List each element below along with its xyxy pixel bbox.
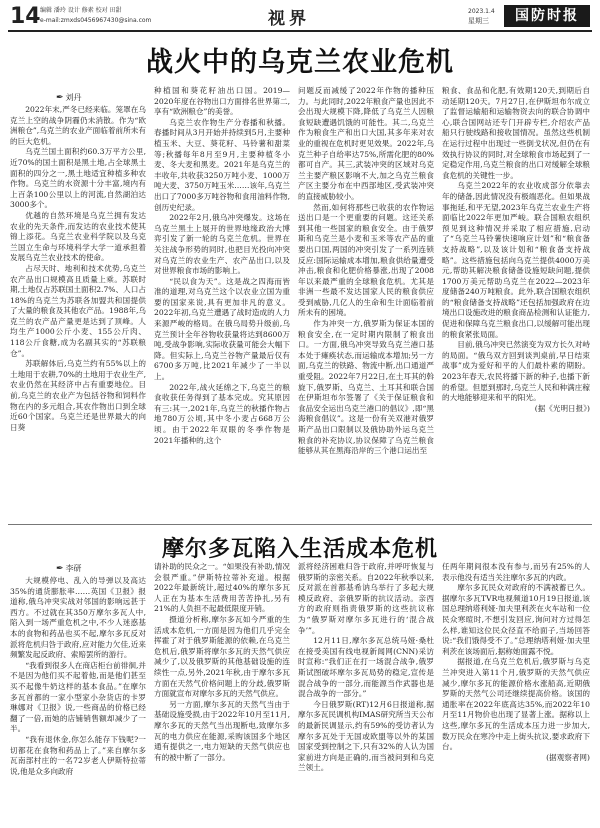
paragraph: 今日俄罗斯(RT)12月6日报道称,据摩尔多瓦民调机构IMAS研究所当天公布的最新民调显示,约有59%的受访者认为摩尔多瓦处于无国或欧盟等以外的某国国家受到控制之下,只有32%的人认为国家前进方向是正确的,而当被问到和乌克兰领土。 — [298, 699, 434, 773]
paragraph: 占尽天时、地利和技术优势,乌克兰农产品出口规模高且质量上乘。苏联时期,土地仅占苏联国土面积2.7%、人口占18%的乌克兰为苏联各加盟共和国提供了大量的粮食及其他农产品。1988年,乌克兰的农产品产量更是达到了顶峰。人均生产1000公斤小麦、155公斤肉、118公斤食糖,成为名副其实的“苏联粮仓”。 — [10, 263, 146, 358]
article1-byline — [56, 92, 82, 103]
editor-credits: 编辑 潘玲 设计 修素 校对 田甜 — [40, 7, 122, 14]
paragraph: “民以食为天”。这是战之四海而皆准的道理,对乌克兰这个以农业立国为重要的国家来说,具有更加非凡的意义。2022年初,乌克兰遭遇了战时造成的人力来源严峻的格局。在俄乌局势升级前,乌克兰预计全年谷物收获量将达到8600万吨,受战争影响,实际收获量可能会大幅下降。但实际上,乌克兰谷物产量最后仅有6700多万吨,比2021年减少了一半以上。 — [154, 276, 290, 382]
article1-column-4 — [442, 86, 590, 520]
article2-column-2 — [154, 562, 290, 824]
paragraph: 乌克兰2022年的农业收成部分依靠去年的储备,因此情况没有极端恶化。但如果战事拖延,和平无望,2023年乌克兰农业生产将面临比2022年更加严峻。联合国粮农组织预见到这种情况并采取了相应措施,启动了“乌克兰马铃薯快速响应计划”和“粮食备支持战略”,以及该计划和“粮食备支持战略”。这些措施包括向乌克兰提供4000万美元,帮助其解决粮食储备设施短缺问题,提供1700万美元帮助乌克兰在2022—2023年度储备240万吨粮食。此外,联合国粮农组织的“粮食储备支持战略”还包括加强政府在边境出口设施改进的粮食商品检测和认证能力,促进和保障乌克兰粮食出口,以缓解可能出现的粮食紧张局面。 — [442, 181, 590, 339]
paragraph: 作为冲突一方,俄罗斯为保证本国的粮食安全,在一定时期内限制了粮食出口。一方面,俄乌冲突导致乌克兰港口基本处于瘫痪状态,而运输成本增加;另一方面,乌克兰的铁路、物流中断,出口通道严重受阻。2022年7月22日,在土耳其的斡旋下,俄罗斯、乌克兰、土耳其和联合国在伊斯坦布尔签署了《关于保证粮食和食品安全运出乌克兰港口的倡议》,即“黑海粮食倡议”。这是一份有关双港对俄罗斯产品出口限制以及俄协助外运乌克兰粮食的补充协议,协议保障了乌克兰粮食能够从其在黑海沿岸的三个港口运出至 — [298, 319, 434, 456]
article2-byline — [56, 563, 82, 574]
pen-icon: ✒ — [56, 564, 64, 574]
paragraph: 请补助的民众之一。“如果没有补助,情况会很严重。”伊斯特拉蒂补充道。根据2022年最新统计,超过40%的摩尔多瓦人正在为基本生活费用苦苦挣扎,另有21%的人负担不起最低限度开销。 — [154, 562, 290, 614]
article1-column-2 — [154, 86, 290, 520]
article-divider — [8, 524, 592, 525]
issue-weekday: 星期三 — [468, 17, 489, 25]
article2-source: (据观察者网) — [546, 752, 590, 762]
article2-column-4 — [442, 562, 590, 824]
paragraph: 另一方面,摩尔多瓦的天然气当由于基础设施受损,由于2022年10月至11月,摩尔多瓦的天然气当出现断电,致摩尔多瓦的电力供应在能源,采购该国多个地区通有提供之一,电力短缺的天然气供应也有的被中断了一部分。 — [154, 699, 290, 762]
article2-column-3 — [298, 562, 434, 824]
paragraph: 2022年2月,俄乌冲突爆发。这场在乌克兰黑土上展开的世界地缘政治大博弈引发了新一轮的乌克兰危机。世界在关注战争形势的同时,也把目光投向冲突对乌克兰的农业生产、农产品出口,以及对世界粮食市场的影响上。 — [154, 213, 290, 276]
paragraph: 优越的自然环境是乌克兰拥有发达农业的先天条件,而发达的农业技术使其锦上添花。乌克兰农业科学院以及乌克兰国立生命与环境科学大学一道承担着发展乌克兰农业技术的使命。 — [10, 210, 146, 263]
page-header — [8, 4, 592, 30]
paragraph: 问题反而减缓了2022年作物的播种压力。与此同时,2022年粮食产量也因此不会出现大规模下降,降低了乌克兰人因粮食短缺遭遇饥饿的可能性。其二,乌克兰作为粮食生产和出口大国,其多年来对农业的重视在危机时更见效果。2022年,乌克兰种子自给率达75%,所需化肥的80%都可自产。其三,武装冲突的区域对乌克兰主要产粮区影响不大,加之乌克兰粮食产区主要分布在中西部地区,受武装冲突的直接威胁较小。 — [298, 86, 434, 201]
paragraph: 任两年期间很本没有参与,而另有25%的人表示他没有适当关注摩尔多瓦的内政。 — [442, 562, 590, 582]
article2-column-1 — [10, 576, 146, 824]
paragraph: 乌克兰农作物生产分春播和秋播。春播时间从3月开始并持续到5月,主要种植玉米、大豆、葵花籽、马铃薯和甜菜等;秋播每年8月至9月,主要种植冬小麦、冬大麦和黑麦。2021年是乌克兰的丰收年,共收获3250万吨小麦、1000万吨大麦、3750万吨玉米……该年,乌克兰出口了7000多万吨谷物和食用油料作物,创历史纪录。 — [154, 117, 290, 212]
paragraph: 摩尔多瓦民众对政府的不满被蓄已久。据摩尔多瓦TVR电视频道10月19日报道,该国总理纳塔利娅·加夫里利茨在火车站和一位民众寒暄时,不想引发回应,询问对方过得怎么样,谁知这位民众径直不给面子,当场回答说:“我们饿得受不了。”总理纳塔利娅·加夫里利茨在该场面后,据称她面露不悦。 — [442, 583, 590, 656]
paragraph: 目前,俄乌冲突已然演变为双方长久对峙的局面。“俄乌双方回到谈判桌前,早日结束战事”成为爱好和平的人们最朴素的期盼。2023年春天,农民将播下新的种子,也播下新的希望。但愿到那时,乌克兰人民和种满庄稼的大地能够迎来和平的阳光。 — [442, 340, 590, 403]
section-name: 视界 — [268, 9, 310, 29]
article1-author: 刘丹 — [65, 93, 82, 102]
paragraph: “我有退休金,你怎么能存下钱呢?一切都花在食物和药品上了。”来自摩尔多瓦南部村庄的一名72岁老人伊斯特拉蒂说,他是众多向政府 — [10, 734, 146, 776]
paragraph: 粮食、食品和化肥,有效期120天,到期后自动延期120天。7月27日,在伊斯坦布尔成立了监督运输船和运输物资去向的联合协调中心,联合国网站还专门开辟专栏,介绍农产品船只行驶线路和接收国情况。虽然这些机制在运行过程中出现过一些倒戈状况,但仍在有效执行协议的同时,对全球粮食市场起到了一定稳定作用,乌克兰粮食的出口对缓解全球粮食危机的关键性一步。 — [442, 86, 590, 180]
newspaper-masthead: 国防时报 — [504, 5, 590, 27]
article2-author: 李研 — [65, 564, 82, 573]
paragraph: 派将经济困难归咎于政府,并呼吁恢复与俄罗斯的亲密关系。自2022年秋季以来,反对派在首都基希讷乌举行了多起大规模反政府、亲俄罗斯的抗议活动。亲西方的政府则指责俄罗斯的这些抗议称为“俄罗斯对摩尔多瓦进行的‘混合战争’”。 — [298, 562, 434, 635]
paragraph: 据报道,在乌克兰危机后,俄罗斯与乌克兰冲突进入第11个月,俄罗斯的天然气供应减少,摩尔多瓦的能源价格水涨船高,近期俄罗斯的天然气公司还继续提高价格。该国的通胀率在2022年底高达35%,而2022年10月至11月物价也出现了显著上涨。据称以上这些,摩尔多瓦的生活成本压力进一步加大,数万民众在寒冷中走上街头抗议,要求政府下台。 — [442, 657, 590, 752]
article1-column-3 — [298, 86, 434, 520]
paragraph: 种植国和葵花籽油出口国。2019—2020年度在谷物出口方面排名世界第二,享有“欧洲粮仓”的美誉。 — [154, 86, 290, 117]
header-rule — [8, 30, 592, 32]
editor-email: e-mail:zmxds0456967430@sina.com — [40, 17, 152, 24]
article1-column-1 — [10, 105, 146, 520]
paragraph: 12月11日,摩尔多瓦总统马娅·桑杜在接受美国有线电视新闻网(CNN)采访时宣称:“我们正在打一场混合战争,俄罗斯试图破坏摩尔多瓦局势的稳定,宣传是混合战争的一部分,而能源当作武器也是混合战争的一部分。” — [298, 636, 434, 699]
article1-title: 战火中的乌克兰农业危机 — [146, 47, 454, 78]
paragraph: 苏联解体后,乌克兰约有55%以上的土地用于农耕,70%的土地用于农业生产,农业仍然在其经济中占有重要地位。目前,乌克兰的农业产为包括谷物和饲料作物在内的多元组合,其农作物出口到全球近60个国家。乌克兰还是世界最大的向日葵 — [10, 359, 146, 432]
paragraph: “我看到很多人在商店柜台前徘徊,并不是因为他们买不起着他,而是他们甚至买不起像牛奶这样的基本食品。”在摩尔多瓦首都的一家小型家小杂货店的卡罗琳娜对《卫报》说,一些商品的价格已经翻了一倍,而她的店铺销售额却减少了一半。 — [10, 660, 146, 734]
paragraph: 大规模停电、乱入的导弹以及高达35%的通货膨胀率……英国《卫报》报道称,俄乌冲突实战对邻国的影响远甚于西方。不过就在其350万摩尔多瓦人中,陷入到一场严重危机之中,不少人迷惑基本的食物和药品也买不起,摩尔多瓦反对派将危机归咎于政府,应对能力欠佳,近来频繁发起反政府、索赔罢所的游行。 — [10, 576, 146, 660]
article2-title: 摩尔多瓦陷入生活成本危机 — [161, 537, 438, 562]
issue-date: 2023.1.4 — [468, 8, 495, 15]
paragraph: 2022年,战火延绵之下,乌克兰的粮食收获任务得到了基本完成。究其原因有三:其一,2021年,乌克兰的秋播作物占地780万公顷,其中冬小麦占668万公顷。由于2022年双眼的冬季作物是2021年播种的,这个 — [154, 382, 290, 445]
article1-source: (据《光明日报》) — [534, 403, 590, 413]
pen-icon: ✒ — [56, 93, 64, 103]
paragraph: 乌克兰国土面积约60.3万平方公里,近70%的国土面积是黑土地,占全球黑土面积的四分之一,黑土地适宜种植多种农作物。乌克兰的水资源十分丰富,境内有上百条100公里以上的河流,自然湖泊达3000多个。 — [10, 147, 146, 210]
page-number: 14 — [10, 4, 41, 29]
paragraph: 2022年末,严冬已经来临。笼罩在乌克兰上空的战争阴霾仍未消散。作为“欧洲粮仓”,乌克兰的农业产面临着前所未有的巨大危机。 — [10, 105, 146, 146]
paragraph: 然而,如何将那些已收获的农作物运送出口是一个更重要的问题。这还关系到其他一些国家的粮食安全。由于俄罗斯和乌克兰是小麦和玉米等农产品的重要出口国,两国的冲突引发了一系列连锁反应:国际运输成本增加,粮食供给量遭受冲击,粮食和化肥价格暴涨,出现了2008年以来最严重的全球粮食危机。尤其是非洲一些最不发达国家人民的粮食供应受到威胁,几亿人的生命和生计面临着前所未有的困境。 — [298, 202, 434, 318]
paragraph: 摄道分析称,摩尔多瓦如今严重的生活成本危机,一方面是因为他们几乎完全挥霍了对于俄罗斯能源的依赖,在乌克兰危机后,俄罗斯将摩尔多瓦的天然气供应减少了,以及俄罗斯的其他基础设施的连续性一点,另外,2021年秋,由于摩尔多瓦方面在天然气价格问题上的分歧,俄罗斯方面就宣布对摩尔多瓦的天然气供应。 — [154, 614, 290, 699]
